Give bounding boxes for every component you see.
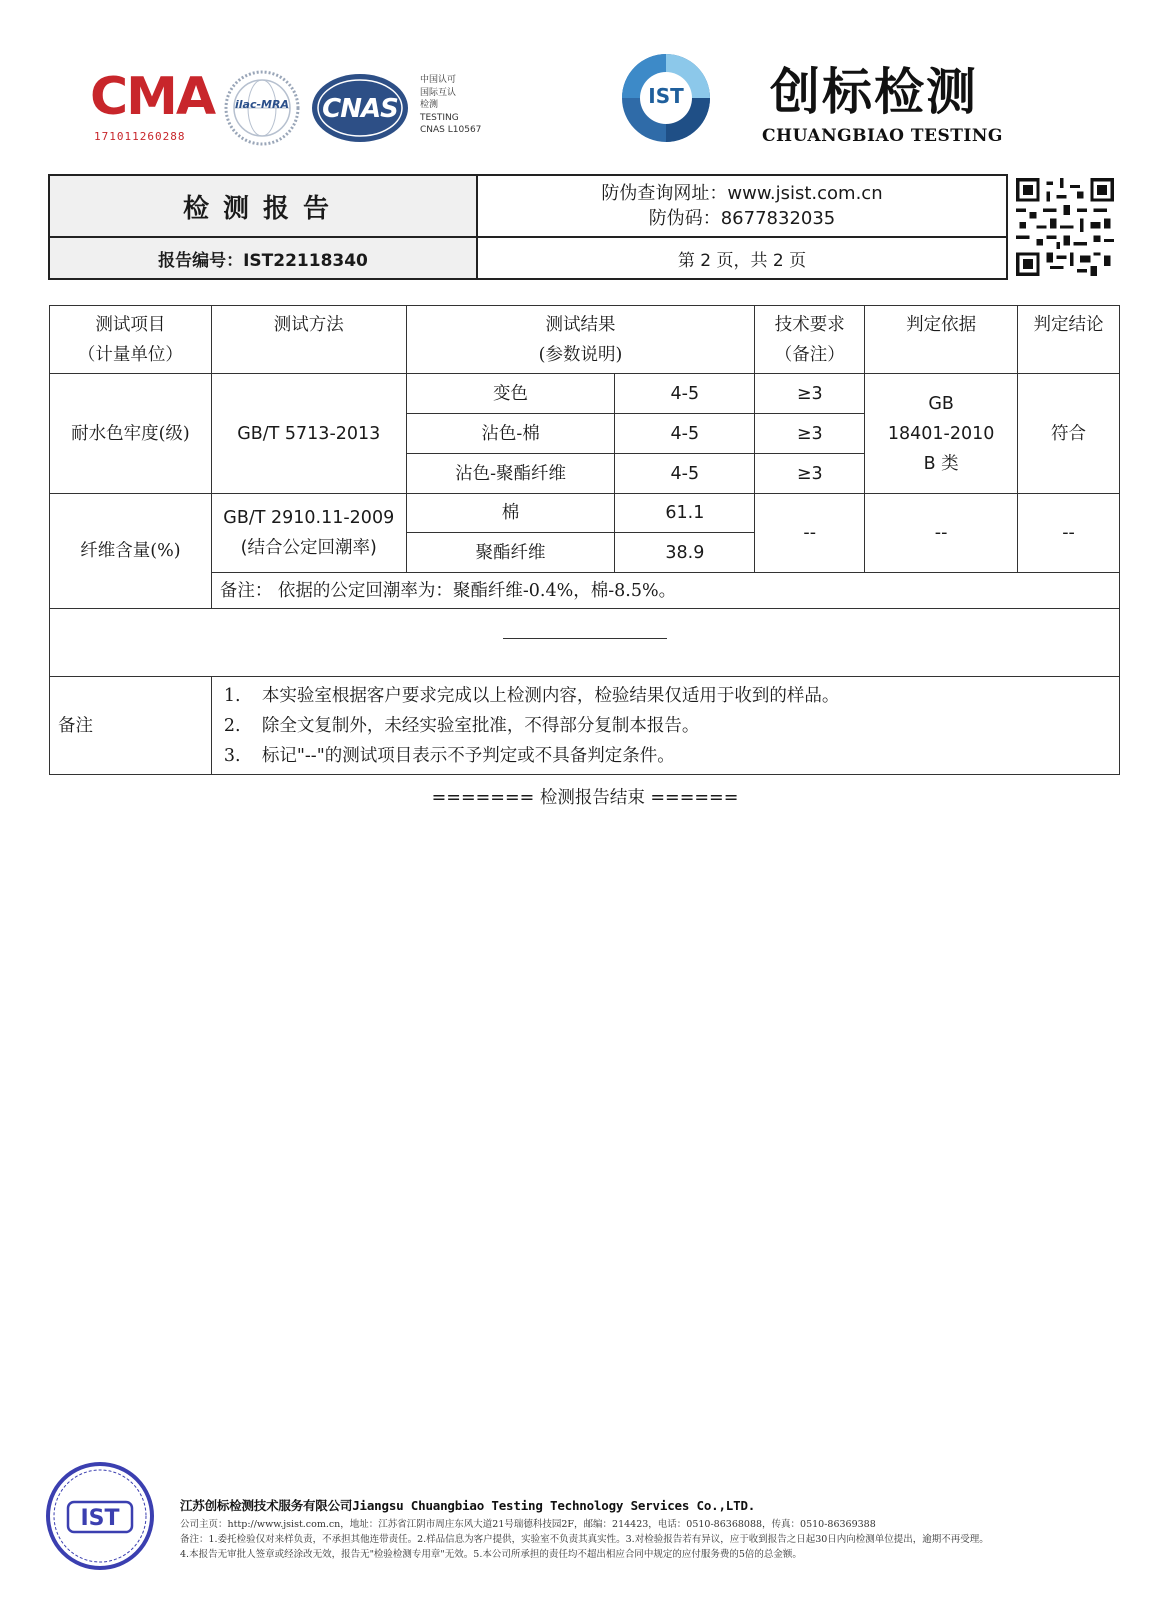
remark-item (224, 711, 1115, 741)
header-line: （计量单位） (77, 344, 183, 365)
param-cell: 沾色-棉 (406, 414, 615, 454)
verify-code: 防伪码：8677832035 (648, 208, 836, 229)
requirement-fiber: -- (755, 494, 865, 573)
remark-item (224, 681, 1115, 711)
cnas-side-line: CNAS L10567 (420, 125, 482, 135)
cma-logo (90, 67, 215, 148)
method-colorfastness: GB/T 5713-2013 (211, 374, 406, 494)
basis-fiber: -- (865, 494, 1018, 573)
remark-number: 2. (223, 715, 241, 736)
ilac-mra-logo (222, 68, 302, 148)
ist-logo (618, 50, 714, 146)
brand-name-en: CHUANGBIAO TESTING (762, 126, 1003, 146)
method-line: GB/T 2910.11-2009 (223, 508, 395, 528)
separator-row (50, 609, 1120, 677)
requirement-cell: ≥3 (755, 414, 865, 454)
remarks-list (211, 677, 1119, 775)
remark-text: 除全文复制外，未经实验室批准，不得部分复制本报告。 (261, 715, 700, 736)
cnas-side-line: 中国认可 (420, 75, 457, 85)
header-line: 测试项目 (95, 314, 166, 335)
remark-item (224, 741, 1115, 771)
col-header-requirement (755, 306, 865, 374)
report-header (48, 174, 1008, 280)
cma-number: 171011260288 (94, 130, 186, 143)
cnas-logo (310, 72, 410, 144)
page-info: 第 2 页，共 2 页 (677, 250, 807, 271)
col-header-conclusion: 判定结论 (1018, 306, 1120, 374)
item-fiber: 纤维含量(%) (50, 494, 212, 609)
cnas-logo-text: CNAS (322, 94, 398, 124)
conclusion-colorfastness: 符合 (1018, 374, 1120, 494)
cnas-side-line: TESTING (420, 112, 459, 123)
param-cell: 变色 (406, 374, 615, 414)
results-table (49, 305, 1120, 775)
method-fiber (211, 494, 406, 573)
value-cell: 61.1 (615, 494, 755, 533)
param-cell: 聚酯纤维 (406, 533, 615, 573)
method-line: (结合公定回潮率) (240, 538, 377, 558)
col-header-basis: 判定依据 (865, 306, 1018, 374)
remark-number: 3. (223, 745, 241, 766)
remarks-row (50, 677, 1120, 775)
col-header-result (406, 306, 755, 374)
requirement-cell: ≥3 (755, 374, 865, 414)
separator-line (503, 638, 667, 639)
col-header-item (50, 306, 212, 374)
header-line: （备注） (774, 344, 845, 365)
footer-company: 江苏创标检测技术服务有限公司Jiangsu Chuangbiao Testing Technology Services Co.,LTD. (180, 1498, 756, 1513)
basis-line: GB (928, 393, 954, 414)
qr-code-icon (1016, 178, 1114, 276)
header-line: 技术要求 (774, 314, 845, 335)
param-cell: 棉 (406, 494, 615, 533)
header-line: (参数说明) (538, 344, 623, 365)
brand-name-cn: 创标检测 (770, 62, 978, 121)
table-row (50, 374, 1120, 414)
footer-note-2: 4.本报告无审批人签章或经涂改无效，报告无"检验检测专用章"无效。5.本公司所承担的责任均不超出相应合同中规定的应付服务费的5倍的总金额。 (180, 1549, 802, 1560)
verify-url: 防伪查询网址：www.jsist.com.cn (601, 183, 883, 204)
cnas-side-line: 国际互认 (420, 87, 457, 98)
header-line: 测试结果 (545, 314, 616, 335)
company-stamp (44, 1460, 156, 1572)
stamp-text: IST (80, 1506, 120, 1531)
report-number: 报告编号：IST22118340 (50, 238, 478, 278)
ist-logo-text: IST (648, 84, 684, 108)
table-header-row (50, 306, 1120, 374)
remarks-label: 备注 (50, 677, 212, 775)
conclusion-fiber: -- (1018, 494, 1120, 573)
footer-contact: 公司主页：http://www.jsist.com.cn，地址：江苏省江阴市周庄东风大道21号瑞德科技园2F，邮编：214423，电话：0510-86368088，传真：0510-86369388 (180, 1519, 876, 1530)
verification-info (478, 176, 1006, 238)
value-cell: 4-5 (615, 454, 755, 494)
value-cell: 4-5 (615, 374, 755, 414)
param-cell: 沾色-聚酯纤维 (406, 454, 615, 494)
cma-logo-text: CMA (90, 67, 215, 127)
report-end-marker: ======= 检测报告结束 ====== (431, 788, 739, 808)
report-title: 检测报告 (50, 176, 478, 238)
value-cell: 38.9 (615, 533, 755, 573)
table-row (50, 494, 1120, 533)
item-colorfastness: 耐水色牢度(级) (50, 374, 212, 494)
cnas-side-text (420, 74, 481, 137)
fiber-note: 备注： 依据的公定回潮率为：聚酯纤维-0.4%，棉-8.5%。 (211, 573, 1119, 609)
footer-note-1: 备注：1.委托检验仅对来样负责，不承担其他连带责任。2.样品信息为客户提供，实验室不负责其真实性。3.对检验报告若有异议，应于收到报告之日起30日内向检测单位提出，逾期不再受理。 (180, 1534, 989, 1545)
ilac-logo-text: ilac-MRA (235, 98, 289, 111)
cnas-side-line: 检测 (420, 100, 439, 110)
separator-cell (50, 609, 1120, 677)
basis-colorfastness (865, 374, 1018, 494)
basis-line: B 类 (923, 453, 959, 474)
remark-text: 本实验室根据客户要求完成以上检测内容，检验结果仅适用于收到的样品。 (261, 685, 840, 706)
requirement-cell: ≥3 (755, 454, 865, 494)
value-cell: 4-5 (615, 414, 755, 454)
remark-number: 1. (223, 685, 241, 706)
stamp-seal-icon (44, 1460, 156, 1572)
basis-line: 18401-2010 (887, 423, 995, 444)
remark-text: 标记"--"的测试项目表示不予判定或不具备判定条件。 (261, 745, 675, 766)
col-header-method: 测试方法 (211, 306, 406, 374)
